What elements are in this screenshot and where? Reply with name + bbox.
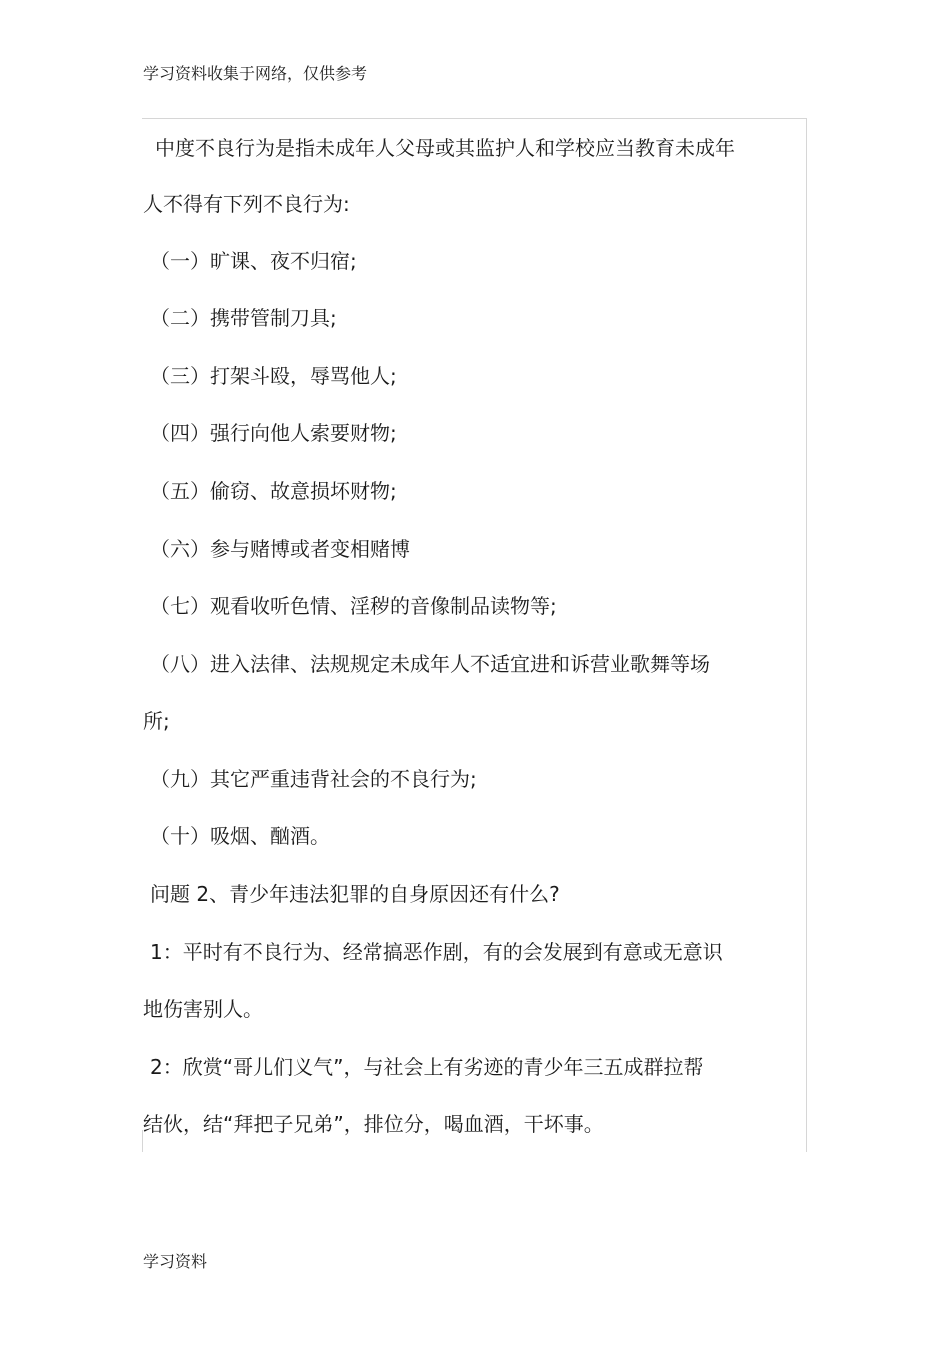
answer-line: 地伤害别人。 [143,997,263,1021]
list-item: （五）偷窃、故意损坏财物; [150,479,397,503]
list-item: （七）观看收听色情、淫秽的音像制品读物等; [150,594,557,618]
answer-line: 1：平时有不良行为、经常搞恶作剧，有的会发展到有意或无意识 [150,940,723,964]
page-header: 学习资料收集于网络，仅供参考 [143,64,368,83]
page-footer: 学习资料 [143,1252,208,1271]
list-item: （十）吸烟、酗酒。 [150,824,330,848]
list-item-continuation: 所; [143,709,170,733]
list-item: （八）进入法律、法规规定未成年人不适宜进和诉营业歌舞等场 [150,652,710,676]
question-heading: 问题 2、青少年违法犯罪的自身原因还有什么? [150,882,560,906]
list-item: （三）打架斗殴，辱骂他人; [150,364,397,388]
list-item: （四）强行向他人索要财物; [150,421,397,445]
list-item: （九）其它严重违背社会的不良行为; [150,767,477,791]
paragraph-line: 人不得有下列不良行为: [143,192,350,216]
list-item: （二）携带管制刀具; [150,306,337,330]
list-item: （六）参与赌博或者变相赌博 [150,537,410,561]
answer-line: 结伙，结“拜把子兄弟”，排位分，喝血酒，干坏事。 [143,1112,604,1136]
list-item: （一）旷课、夜不归宿; [150,249,357,273]
answer-line: 2：欣赏“哥儿们义气”，与社会上有劣迹的青少年三五成群拉帮 [150,1055,704,1079]
paragraph-line: 中度不良行为是指未成年人父母或其监护人和学校应当教育未成年 [155,136,735,160]
